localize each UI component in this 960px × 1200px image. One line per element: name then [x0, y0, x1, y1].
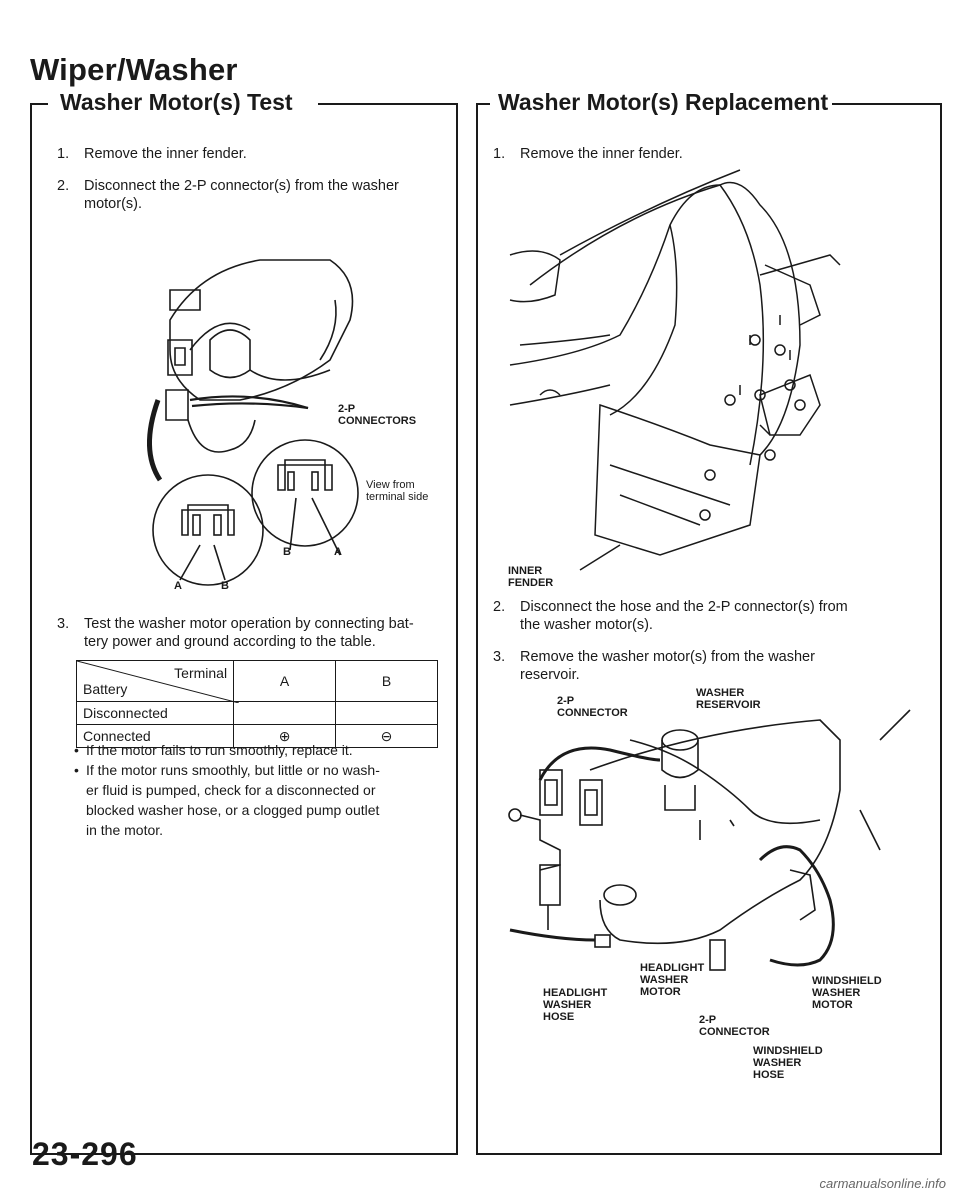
headlight-washer-hose-label	[543, 987, 607, 1023]
row-b-cell	[336, 702, 438, 725]
step-text-line1: Remove the washer motor(s) from the washer	[520, 649, 815, 665]
row-a-cell: ⊕	[234, 725, 336, 748]
page-title: Wiper/Washer	[30, 52, 238, 87]
label-line1: WINDSHIELD	[812, 975, 882, 987]
label-line3: MOTOR	[640, 986, 681, 998]
step-text-line2: reservoir.	[520, 667, 580, 683]
label-line2: WASHER	[543, 999, 592, 1011]
bullet-text-line1: If the motor runs smoothly, but little or no wash-	[86, 762, 380, 778]
pin-b-label-right: B	[283, 546, 291, 558]
left-header-rule	[30, 103, 48, 105]
label-line1: WASHER	[696, 687, 745, 699]
step-number: 3.	[493, 649, 506, 665]
terminal-test-table	[76, 660, 438, 748]
label-line3: MOTOR	[812, 999, 853, 1011]
label-line1: 2-P	[557, 695, 575, 707]
bullet-dot: •	[74, 762, 79, 778]
row-a-cell	[234, 702, 336, 725]
label-line2: WASHER	[640, 974, 689, 986]
left-step-2	[57, 177, 447, 217]
bullet-text-line2: er fluid is pumped, check for a disconnected or	[86, 782, 376, 798]
bullet-item-2	[74, 760, 446, 840]
view-label-line2: terminal side	[366, 491, 429, 503]
step-text-line1: Disconnect the hose and the 2-P connector(s) from	[520, 599, 848, 615]
connectors-label-line2: CONNECTORS	[338, 415, 417, 427]
page-number: 23-296	[32, 1136, 138, 1172]
windshield-washer-motor-label	[812, 975, 882, 1011]
inner-fender-label	[508, 565, 553, 589]
label-line2: WASHER	[812, 987, 861, 999]
right-step-1	[493, 145, 923, 165]
bullet-text: If the motor fails to run smoothly, replace it.	[86, 742, 353, 758]
row-label: Connected	[77, 725, 234, 748]
label-line3: HOSE	[753, 1069, 785, 1081]
bullet-text-line3: blocked washer hose, or a clogged pump outlet	[86, 802, 380, 818]
inner-fender-illustration	[500, 165, 920, 585]
left-section-heading: Washer Motor(s) Test	[56, 89, 297, 116]
view-label-line1: View from	[366, 479, 415, 491]
connectors-label	[338, 403, 416, 427]
right-header-rule-right	[820, 103, 940, 105]
label-line2: WASHER	[753, 1057, 802, 1069]
left-header-rule-right	[318, 103, 456, 105]
step-number: 2.	[493, 599, 506, 615]
step-text: Remove the inner fender.	[520, 146, 683, 162]
terminal-header: Terminal	[174, 665, 228, 681]
two-p-connector-label-top	[557, 695, 628, 719]
table-row	[77, 702, 438, 725]
step-text-line2: tery power and ground according to the table.	[84, 634, 376, 650]
step-text-line1: Disconnect the 2-P connector(s) from the washer	[84, 178, 399, 194]
pin-b-label-left: B	[221, 580, 229, 592]
view-from-terminal-label	[366, 479, 428, 503]
column-a-header: A	[234, 661, 336, 702]
table-header-row	[77, 661, 438, 702]
inner-fender-line1: INNER	[508, 565, 543, 577]
label-line2: RESERVOIR	[696, 699, 761, 711]
label-line1: WINDSHIELD	[753, 1045, 823, 1057]
label-line1: 2-P	[699, 1014, 717, 1026]
pin-a-label-right: A	[334, 546, 342, 558]
right-section-heading: Washer Motor(s) Replacement	[494, 89, 832, 116]
inner-fender-line2: FENDER	[508, 577, 554, 589]
label-line1: HEADLIGHT	[640, 962, 705, 974]
washer-reservoir-label	[696, 687, 761, 711]
pin-a-label-left: A	[174, 580, 182, 592]
step-text-line1: Test the washer motor operation by connecting bat-	[84, 616, 414, 632]
left-step-3	[57, 615, 452, 655]
step-number: 2.	[57, 178, 70, 194]
label-line2: CONNECTOR	[557, 707, 628, 719]
step-text-line2: the washer motor(s).	[520, 617, 653, 633]
washer-reservoir-illustration	[500, 700, 920, 990]
bullet-dot: •	[74, 742, 79, 758]
column-b-header: B	[336, 661, 438, 702]
right-step-2	[493, 598, 933, 638]
windshield-washer-hose-label	[753, 1045, 823, 1081]
headlight-washer-motor-label	[640, 962, 704, 998]
step-number: 1.	[57, 146, 70, 162]
step-number: 1.	[493, 146, 506, 162]
label-line3: HOSE	[543, 1011, 575, 1023]
label-line1: HEADLIGHT	[543, 987, 608, 999]
watermark: carmanualsonline.info	[819, 1176, 946, 1191]
row-b-cell: ⊖	[336, 725, 438, 748]
row-label: Disconnected	[77, 702, 234, 725]
step-number: 3.	[57, 616, 70, 632]
right-step-3	[493, 648, 933, 688]
label-line2: CONNECTOR	[699, 1026, 770, 1038]
step-text-line2: motor(s).	[84, 196, 142, 212]
battery-header: Battery	[83, 681, 128, 697]
bullet-item-1	[74, 740, 446, 760]
connectors-label-line1: 2-P	[338, 403, 356, 415]
right-header-rule	[476, 103, 490, 105]
terminal-battery-header-cell	[77, 661, 234, 702]
bullet-text-line4: in the motor.	[86, 822, 164, 838]
step-text: Remove the inner fender.	[84, 146, 247, 162]
two-p-connector-label-bottom	[699, 1014, 770, 1038]
left-step-1	[57, 145, 447, 165]
